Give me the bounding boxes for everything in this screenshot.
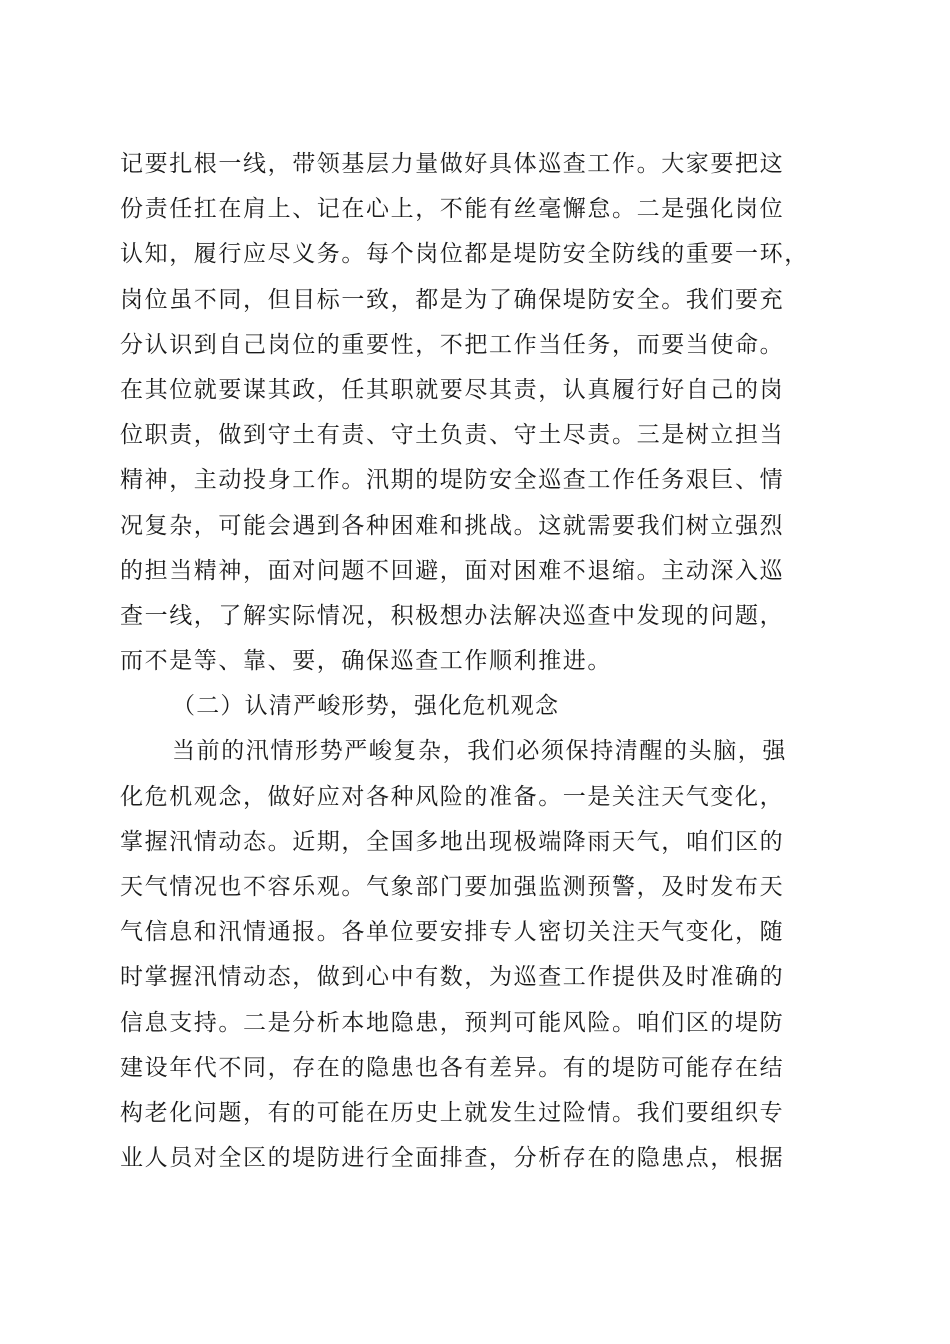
text-line: 构老化问题，有的可能在历史上就发生过险情。我们要组织专 xyxy=(120,1099,785,1126)
text-line: 精神，主动投身工作。汛期的堤防安全巡查工作任务艰巨、情 xyxy=(120,467,785,494)
text-line: 的担当精神，面对问题不回避，面对困难不退缩。主动深入巡 xyxy=(120,557,785,584)
text-line: 查一线，了解实际情况，积极想办法解决巡查中发现的问题， xyxy=(120,602,785,629)
section-heading: （二）认清严峻形势，强化危机观念 xyxy=(172,693,560,720)
text-line: 气信息和汛情通报。各单位要安排专人密切关注天气变化，随 xyxy=(120,919,785,946)
text-line: 化危机观念，做好应对各种风险的准备。一是关注天气变化， xyxy=(120,783,785,810)
text-line: 份责任扛在肩上、记在心上，不能有丝毫懈怠。二是强化岗位 xyxy=(120,196,785,223)
text-line: 而不是等、靠、要，确保巡查工作顺利推进。 xyxy=(120,648,612,675)
text-line: 认知，履行应尽义务。每个岗位都是堤防安全防线的重要一环， xyxy=(120,241,809,268)
text-line: 位职责，做到守土有责、守土负责、守土尽责。三是树立担当 xyxy=(120,422,785,449)
text-line: 当前的汛情形势严峻复杂，我们必须保持清醒的头脑，强 xyxy=(172,738,787,765)
text-line: 在其位就要谋其政，任其职就要尽其责，认真履行好自己的岗 xyxy=(120,376,785,403)
text-line: 岗位虽不同，但目标一致，都是为了确保堤防安全。我们要充 xyxy=(120,286,785,313)
text-line: 况复杂，可能会遇到各种困难和挑战。这就需要我们树立强烈 xyxy=(120,512,785,539)
text-line: 建设年代不同，存在的隐患也各有差异。有的堤防可能存在结 xyxy=(120,1054,785,1081)
text-line: 天气情况也不容乐观。气象部门要加强监测预警，及时发布天 xyxy=(120,874,785,900)
text-line: 记要扎根一线，带领基层力量做好具体巡查工作。大家要把这 xyxy=(120,151,785,177)
text-line: 信息支持。二是分析本地隐患，预判可能风险。咱们区的堤防 xyxy=(120,1009,785,1036)
text-line: 时掌握汛情动态，做到心中有数，为巡查工作提供及时准确的 xyxy=(120,964,785,991)
text-line: 掌握汛情动态。近期，全国多地出现极端降雨天气，咱们区的 xyxy=(120,828,785,855)
document-body xyxy=(120,142,832,1181)
text-line: 分认识到自己岗位的重要性，不把工作当任务，而要当使命。 xyxy=(120,331,785,358)
text-line: 业人员对全区的堤防进行全面排查，分析存在的隐患点，根据 xyxy=(120,1145,785,1172)
